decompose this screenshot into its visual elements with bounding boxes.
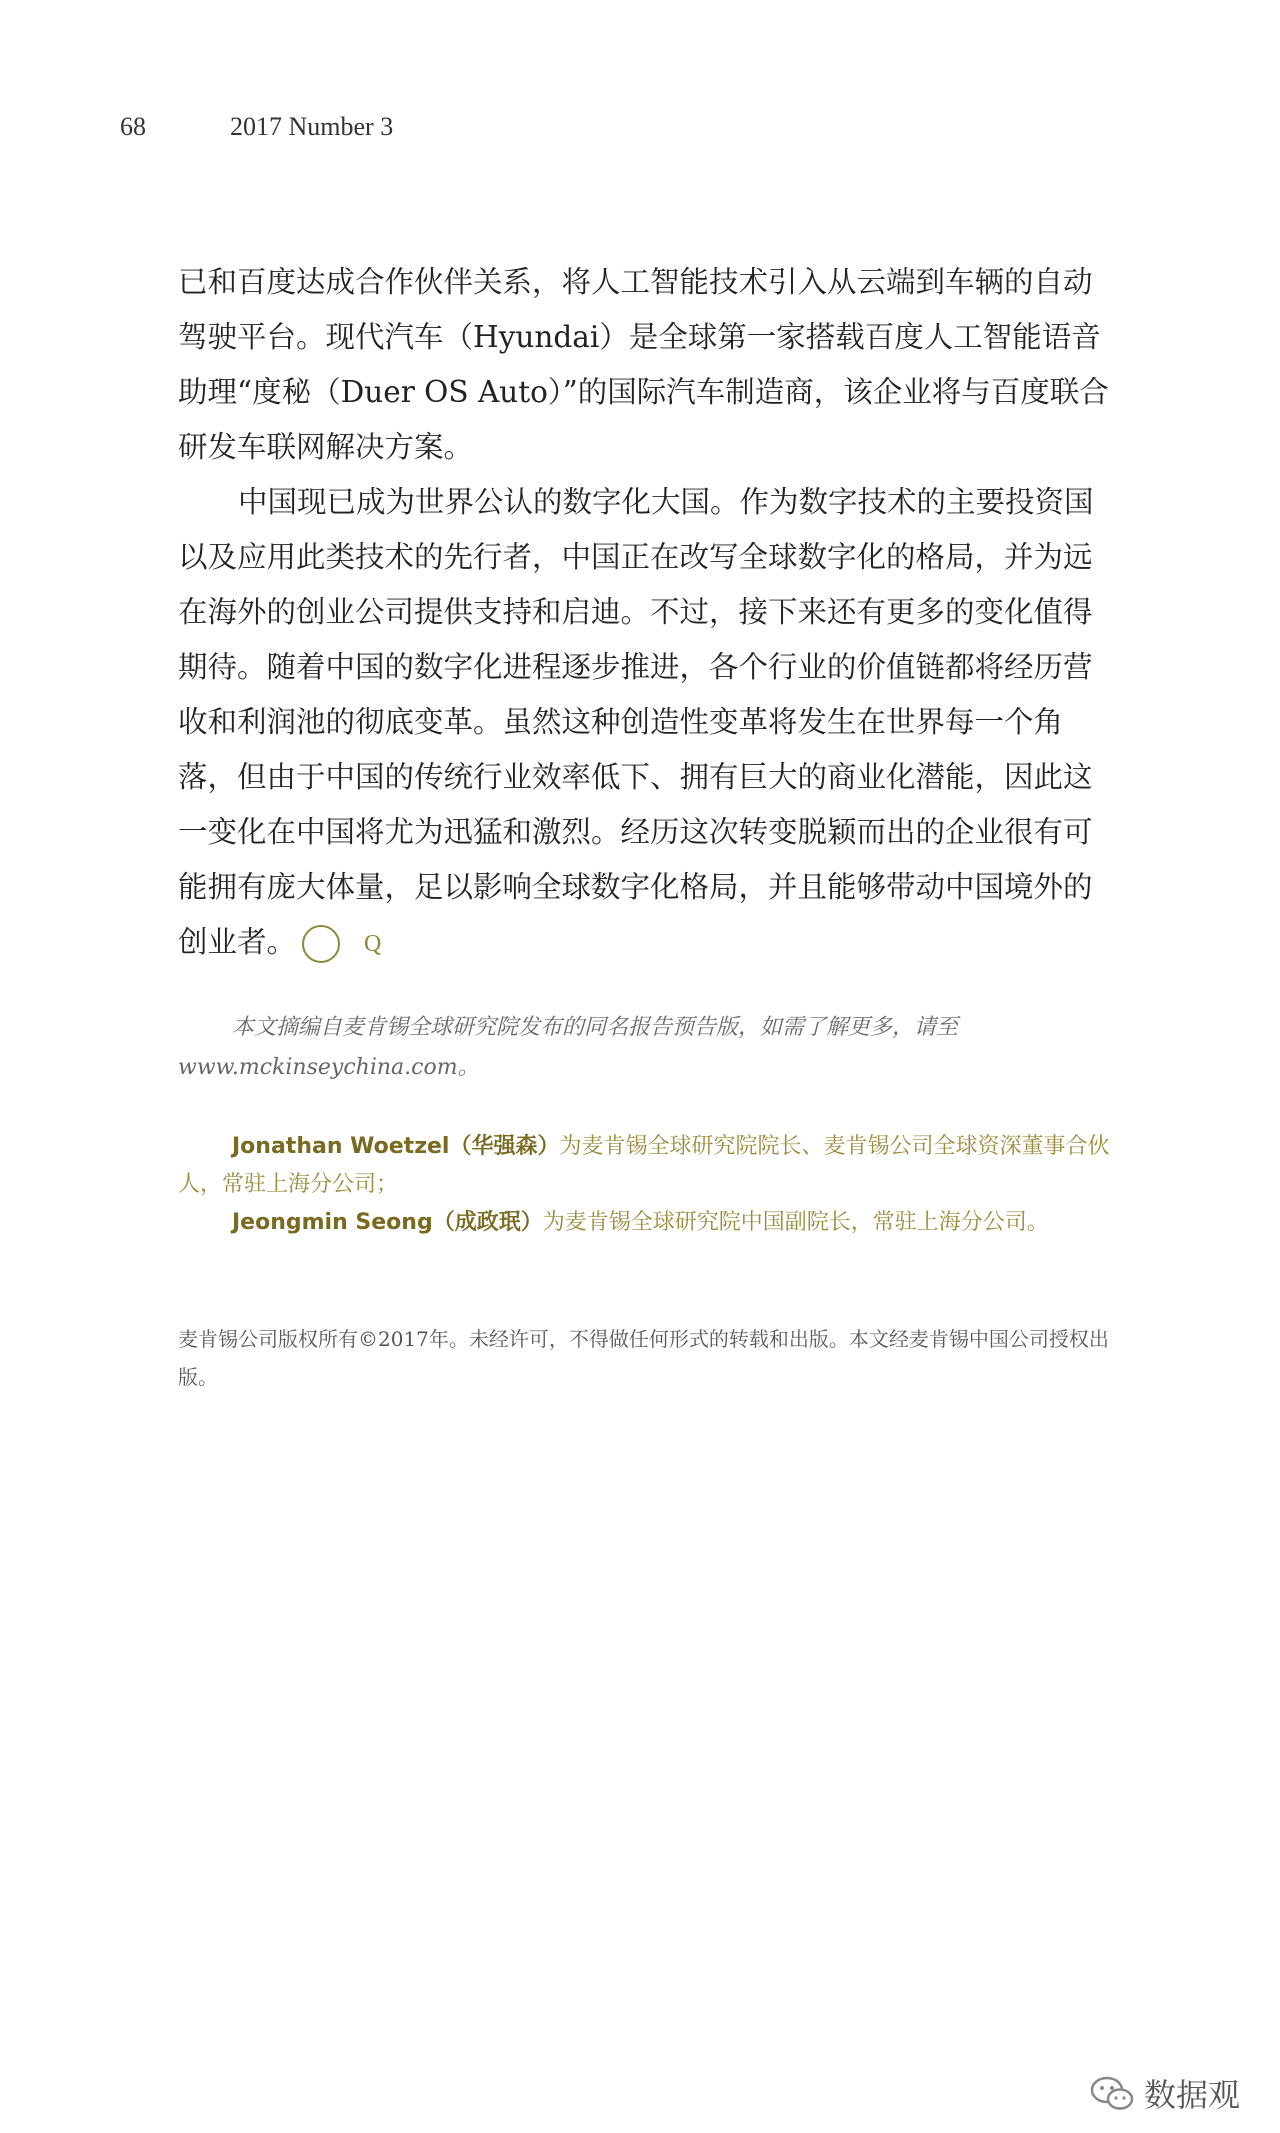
author-bios: [178, 1128, 1118, 1242]
page-number: 68: [120, 112, 146, 141]
watermark: [1090, 2070, 1240, 2116]
author-role: 为麦肯锡全球研究院中国副院长，常驻上海分公司。: [542, 1210, 1049, 1235]
copyright-notice: 麦肯锡公司版权所有©2017年。未经许可，不得做任何形式的转载和出版。本文经麦肯锡中国公司授权出版。: [178, 1327, 1109, 1389]
source-note: [178, 1008, 1118, 1088]
paragraph-text: 中国现已成为世界公认的数字化大国。作为数字技术的主要投资国以及应用此类技术的先行者，中国正在改写全球数字化的格局，并为远在海外的创业公司提供支持和启迪。不过，接下来还有更多的变化值得期待。随着中国的数字化进程逐步推进，各个行业的价值链都将经历营收和利润池的彻底变革。虽然这种创造性变革将发生在世界每一个角落，但由于中国的传统行业效率低下、拥有巨大的商业化潜能，因此这一变化在中国将尤为迅猛和激烈。经历这次转变脱颖而出的企业很有可能拥有庞大体量，足以影响全球数字化格局，并且能够带动中国境外的创业者。: [178, 485, 1094, 959]
author-name: Jeongmin Seong（成政珉）: [232, 1210, 543, 1235]
author-name: Jonathan Woetzel（华强森）: [232, 1134, 560, 1159]
paragraph: 已和百度达成合作伙伴关系，将人工智能技术引入从云端到车辆的自动驾驶平台。现代汽车（Hyundai）是全球第一家搭载百度人工智能语音助理“度秘（Duer OS Auto）”的国际汽车制造商，该企业将与百度联合研发车联网解决方案。: [178, 265, 1109, 464]
author-bio: [178, 1204, 1118, 1242]
wechat-icon: [1090, 2075, 1134, 2111]
page-header: [120, 112, 393, 142]
issue-label: 2017 Number 3: [230, 112, 394, 141]
article-body: [178, 255, 1118, 970]
author-role: 为麦肯锡全球研究院院长、麦肯锡公司全球资深董事合伙人，常驻上海分公司；: [178, 1134, 1110, 1197]
source-note-text: 本文摘编自麦肯锡全球研究院发布的同名报告预告版，如需了解更多，请至www.mckinseychina.com。: [178, 1015, 959, 1080]
end-mark-icon: Q: [302, 925, 340, 963]
paragraph: [178, 475, 1118, 970]
author-bio: [178, 1128, 1118, 1204]
watermark-label: 数据观: [1144, 2076, 1241, 2114]
